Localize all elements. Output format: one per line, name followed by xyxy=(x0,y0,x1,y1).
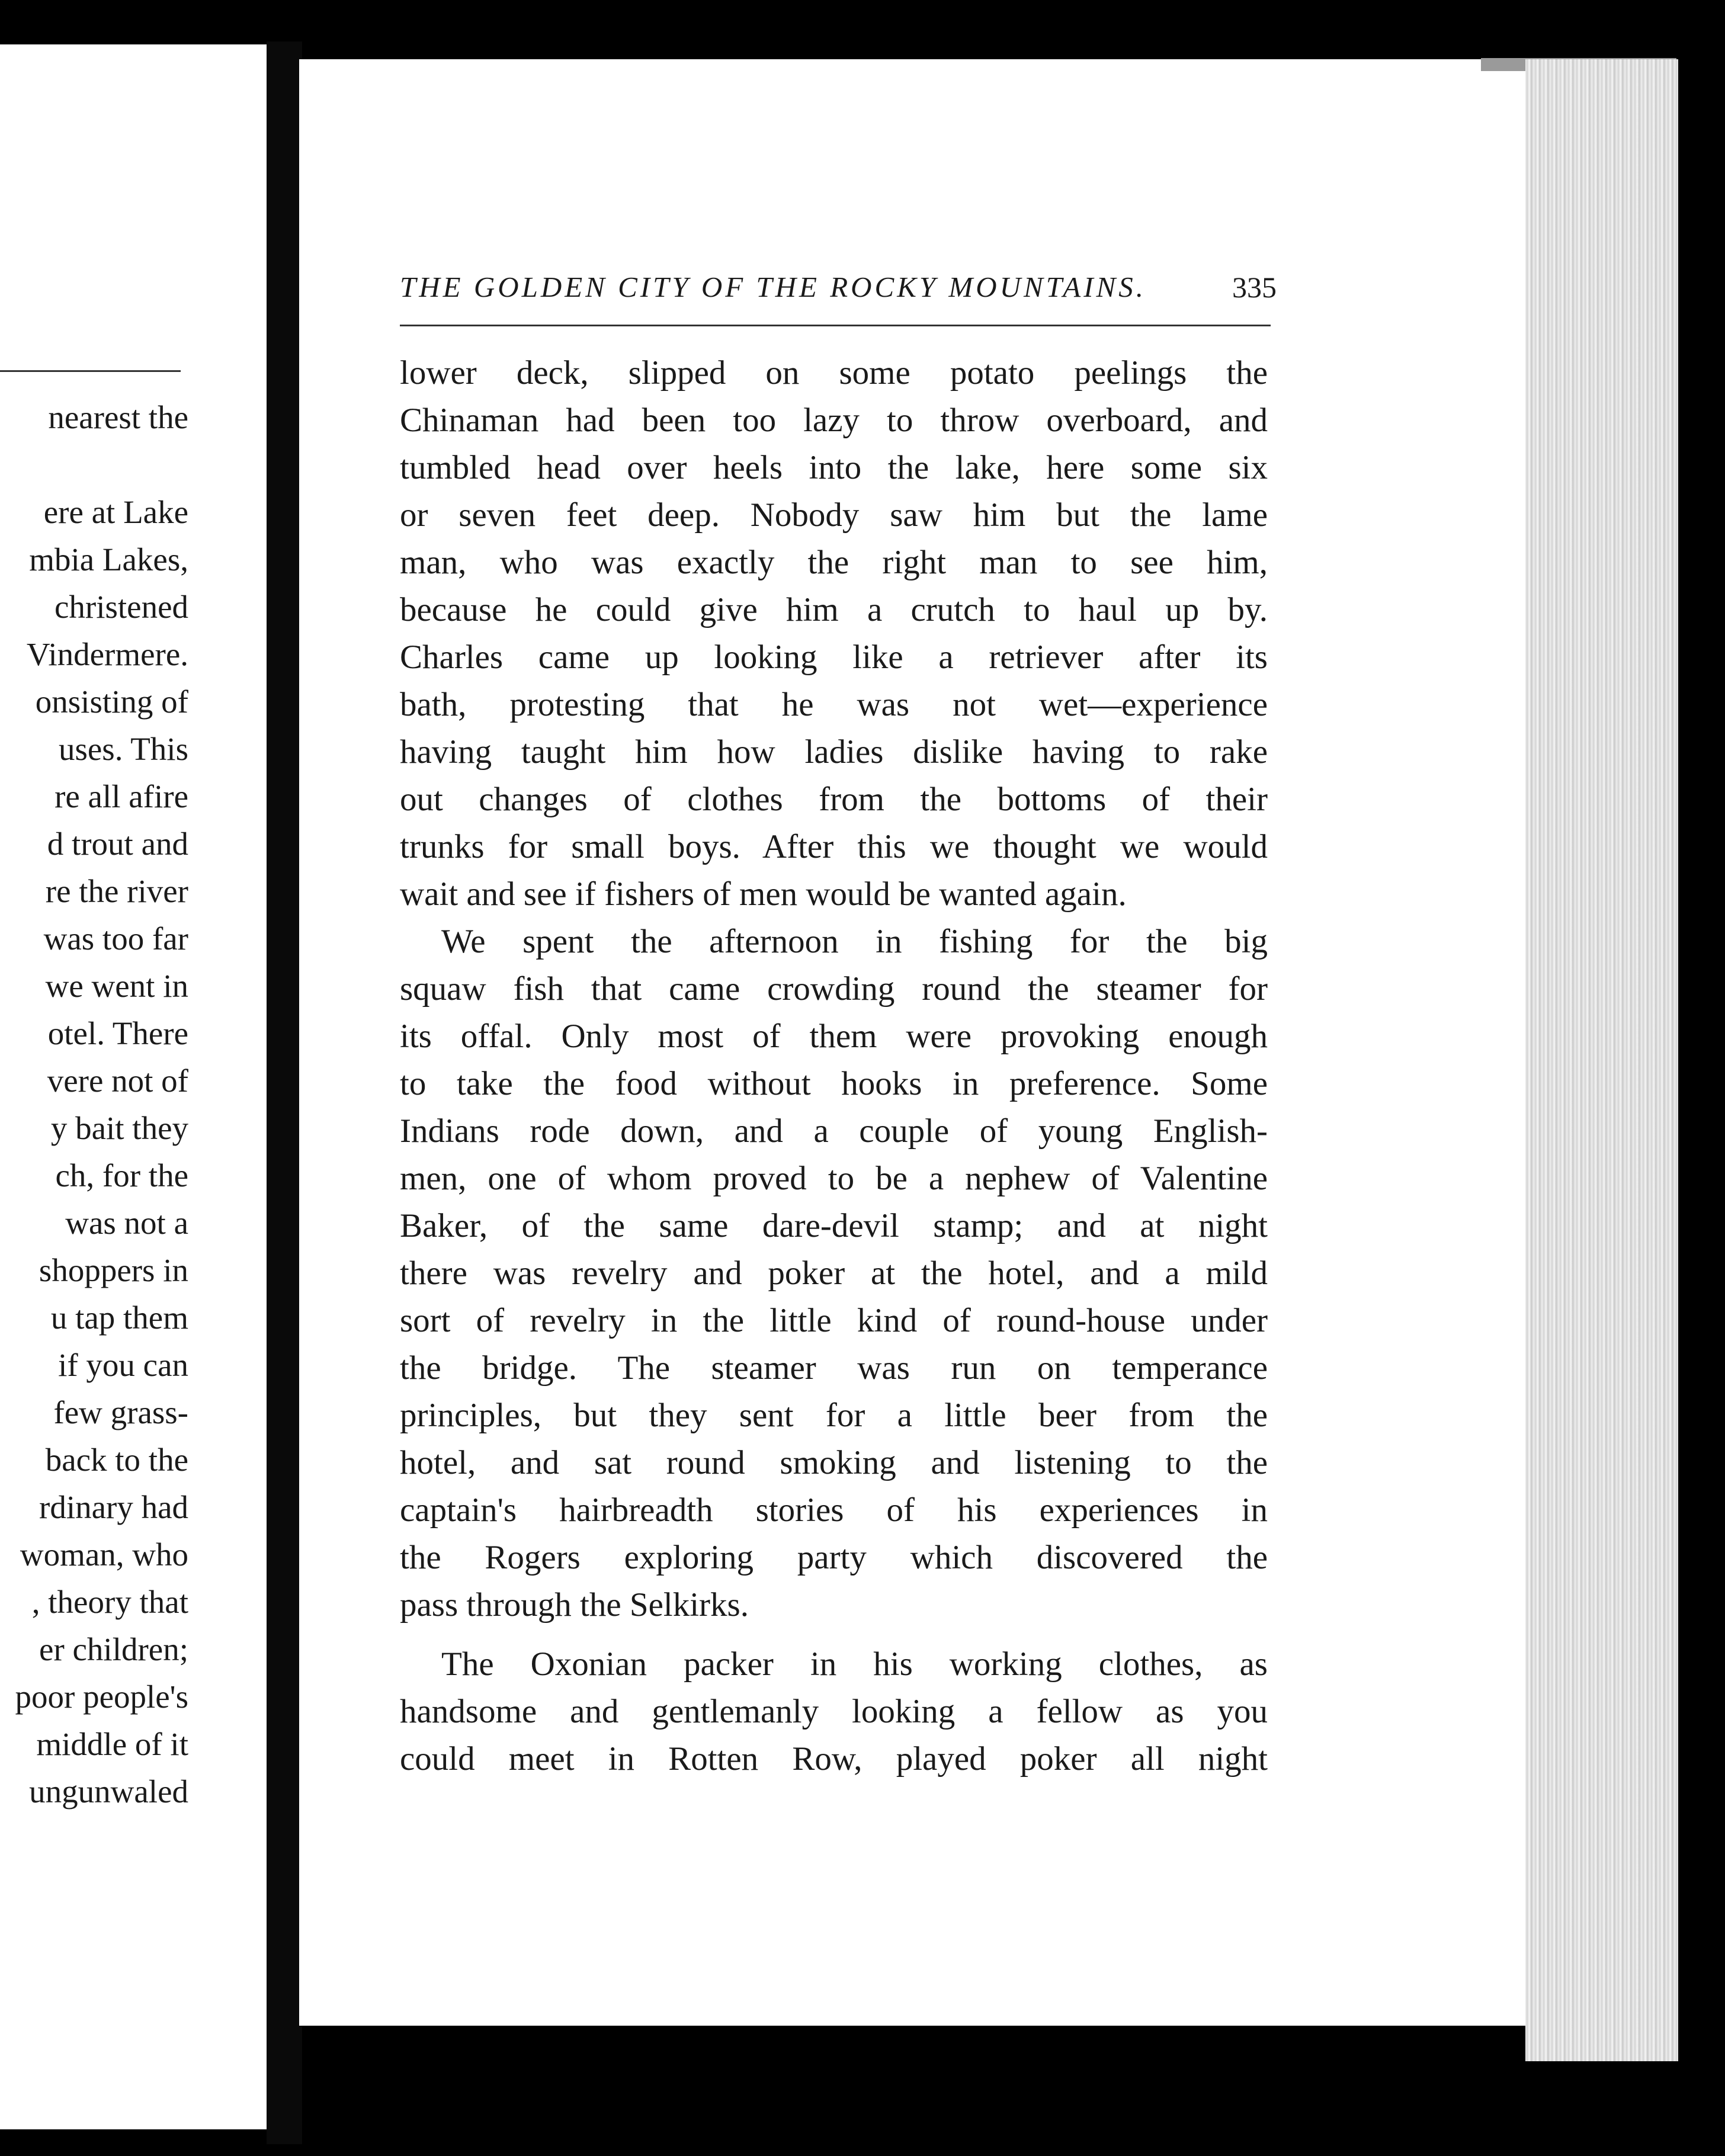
text-line: wait and see if fishers of men would be wanted again. xyxy=(400,875,1127,913)
left-text-line: ungunwaled xyxy=(29,1773,188,1810)
text-line: men, one of whom proved to be a nephew of Valentine xyxy=(400,1160,1268,1197)
left-text-line: u tap them xyxy=(50,1300,188,1336)
text-line: squaw fish that came crowding round the steamer for xyxy=(400,970,1268,1008)
left-text-line: nearest the xyxy=(48,399,188,435)
left-text-line: re the river xyxy=(45,873,188,909)
left-text-line: few grass- xyxy=(53,1394,188,1430)
text-line: lower deck, slipped on some potato peelings the xyxy=(400,354,1268,392)
text-line: Chinaman had been too lazy to throw overboard, and xyxy=(400,402,1268,439)
page-edges xyxy=(1525,59,1678,2061)
text-line: the Rogers exploring party which discovered the xyxy=(400,1539,1268,1576)
text-line: there was revelry and poker at the hotel, and a mild xyxy=(400,1255,1268,1292)
text-line: Charles came up looking like a retriever after its xyxy=(400,639,1268,676)
left-text-line: ere at Lake xyxy=(43,494,188,530)
text-line: handsome and gentlemanly looking a fellow as you xyxy=(400,1693,1268,1730)
left-text-line: was too far xyxy=(43,920,188,957)
left-page-head-rule xyxy=(0,370,181,372)
left-text-line: poor people's xyxy=(15,1679,188,1715)
left-text-line: ch, for the xyxy=(55,1157,188,1194)
left-text-line: uses. This xyxy=(58,731,188,767)
left-text-line: er children; xyxy=(39,1631,188,1667)
left-text-line: onsisting of xyxy=(35,684,188,720)
left-text-line: d trout and xyxy=(47,826,188,862)
text-line: could meet in Rotten Row, played poker all night xyxy=(400,1740,1268,1778)
left-text-line: y bait they xyxy=(50,1110,188,1146)
header-rule xyxy=(400,325,1271,326)
text-line: because he could give him a crutch to haul up by. xyxy=(400,591,1268,628)
page-number: 335 xyxy=(1232,271,1277,304)
text-line: hotel, and sat round smoking and listening to the xyxy=(400,1444,1268,1481)
running-head: THE GOLDEN CITY OF THE ROCKY MOUNTAINS. xyxy=(400,271,1146,303)
text-line: man, who was exactly the right man to see him, xyxy=(400,544,1268,581)
text-line: tumbled head over heels into the lake, here some six xyxy=(400,449,1268,486)
text-line: pass through the Selkirks. xyxy=(400,1586,749,1624)
left-text-line: mbia Lakes, xyxy=(29,541,188,578)
left-text-line: rdinary had xyxy=(39,1489,188,1525)
text-line: Baker, of the same dare-devil stamp; and at night xyxy=(400,1207,1268,1244)
left-text-line: was not a xyxy=(65,1205,188,1241)
left-text-line: otel. There xyxy=(47,1015,188,1051)
text-line: bath, protesting that he was not wet—experience xyxy=(400,686,1268,723)
text-line: having taught him how ladies dislike having to rake xyxy=(400,733,1268,771)
text-line: Indians rode down, and a couple of young English- xyxy=(400,1112,1268,1150)
left-text-line: back to the xyxy=(45,1442,188,1478)
text-line: We spent the afternoon in fishing for the big xyxy=(441,923,1268,960)
left-text-line: Vindermere. xyxy=(26,636,188,672)
body-text xyxy=(400,349,1268,1783)
left-text-line: , theory that xyxy=(31,1584,188,1620)
left-text-line: re all afire xyxy=(54,778,188,814)
text-line: principles, but they sent for a little beer from the xyxy=(400,1397,1268,1434)
left-facing-page xyxy=(0,44,267,2129)
left-text-line: christened xyxy=(54,589,188,625)
text-line: its offal. Only most of them were provoking enough xyxy=(400,1018,1268,1055)
left-text-line: we went in xyxy=(45,968,188,1004)
left-text-line: middle of it xyxy=(36,1726,188,1762)
text-line: sort of revelry in the little kind of round-house under xyxy=(400,1302,1268,1339)
text-line: The Oxonian packer in his working clothes, as xyxy=(441,1645,1268,1683)
text-line: out changes of clothes from the bottoms of their xyxy=(400,781,1268,818)
left-text-line: woman, who xyxy=(20,1536,188,1573)
text-line: to take the food without hooks in preference. Some xyxy=(400,1065,1268,1102)
text-line: trunks for small boys. After this we thought we would xyxy=(400,828,1268,865)
book-gutter xyxy=(267,41,302,2144)
text-line: captain's hairbreadth stories of his experiences in xyxy=(400,1491,1268,1529)
left-text-line: vere not of xyxy=(47,1063,188,1099)
text-line: or seven feet deep. Nobody saw him but the lame xyxy=(400,496,1268,534)
left-text-line: if you can xyxy=(58,1347,188,1383)
left-text-line: shoppers in xyxy=(39,1252,188,1288)
text-line: the bridge. The steamer was run on temperance xyxy=(400,1349,1268,1387)
